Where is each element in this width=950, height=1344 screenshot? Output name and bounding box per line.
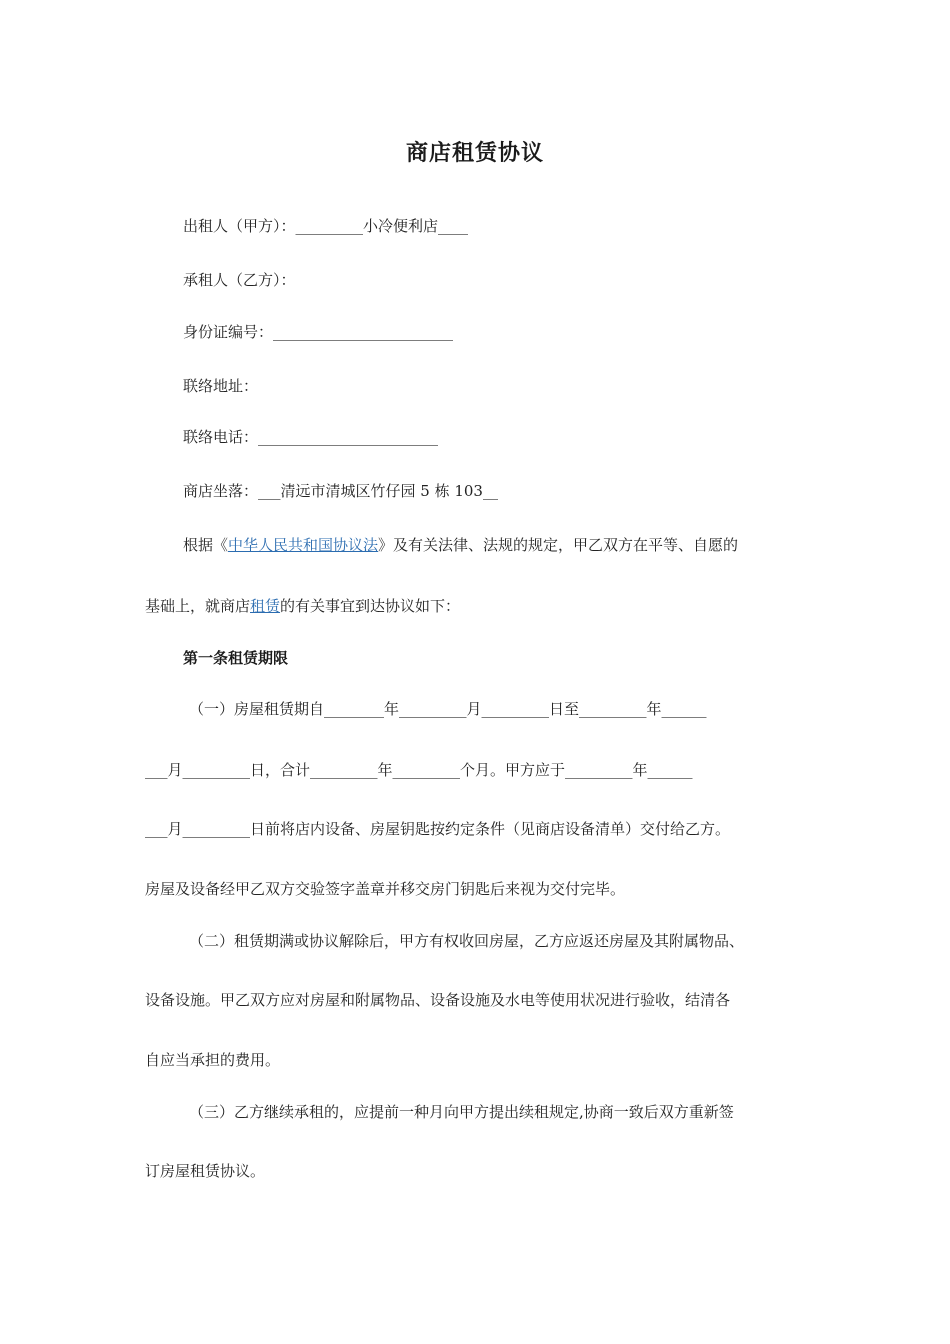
phone-text: 联络电话：________________________ — [183, 428, 439, 446]
id-number-text: 身份证编号：________________________ — [183, 323, 454, 341]
a1-p1-l1: （一）房屋租赁期自________年_________月_________日至_________年______ — [189, 700, 707, 718]
basis-line-2 — [145, 596, 950, 616]
basis2-suffix: 的有关事宜到达协议如下： — [280, 597, 461, 615]
a1-p1-l3: ___月_________日前将店内设备、房屋钥匙按约定条件（见商店设备清单）交付给乙方。 — [145, 820, 731, 838]
basis-line-1 — [183, 535, 950, 555]
a1-p2-l3: 自应当承担的费用。 — [145, 1051, 281, 1069]
lessee-text: 承租人（乙方）： — [183, 271, 296, 289]
basis-suffix: 》及有关法律、法规的规定，甲乙双方在平等、自愿的 — [378, 536, 739, 554]
a1-p3-l1: （三）乙方继续承租的，应提前一种月向甲方提出续租规定,协商一致后双方重新签 — [189, 1103, 734, 1121]
store-location-text: 商店坐落：___清远市清城区竹仔园 5 栋 103__ — [183, 482, 498, 500]
basis-prefix: 根据《 — [183, 536, 229, 554]
lease-link[interactable]: 租赁 — [250, 597, 281, 615]
a1-p2-l1: （二）租赁期满或协议解除后，甲方有权收回房屋，乙方应返还房屋及其附属物品、 — [189, 932, 745, 950]
basis2-prefix: 基础上，就商店 — [145, 597, 251, 615]
contract-law-link[interactable]: 中华人民共和国协议法 — [228, 536, 379, 554]
a1-p1-l2: ___月_________日，合计_________年_________个月。甲方应于_________年______ — [145, 761, 693, 779]
a1-p1-l4: 房屋及设备经甲乙双方交验签字盖章并移交房门钥匙后来视为交付完毕。 — [145, 880, 626, 898]
a1-p3-l2: 订房屋租赁协议。 — [145, 1162, 266, 1180]
a1-p2-l2: 设备设施。甲乙双方应对房屋和附属物品、设备设施及水电等使用状况进行验收，结清各 — [145, 991, 731, 1009]
lessor-text: 出租人（甲方）：_________小冷便利店____ — [183, 217, 469, 235]
address-text: 联络地址： — [183, 377, 259, 395]
document-title: 商店租赁协议 — [405, 140, 544, 166]
article-1-heading: 第一条租赁期限 — [183, 649, 289, 667]
